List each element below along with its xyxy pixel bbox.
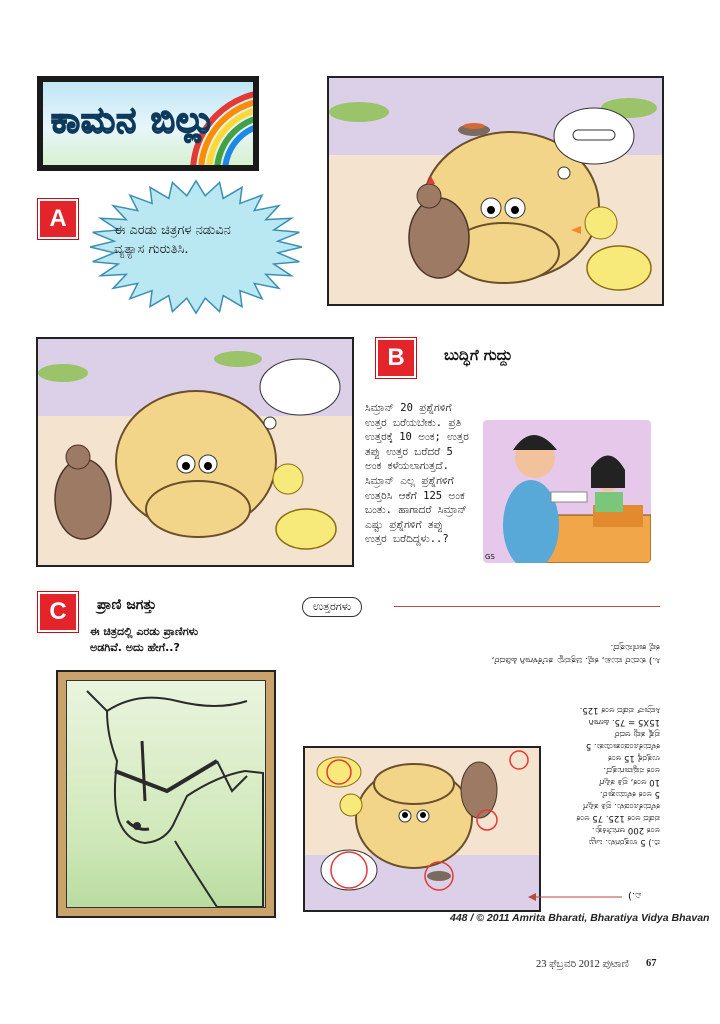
answer-line: ಪ್ರಶ್ನೆ ತಪ್ಪು ಆದರೆ xyxy=(614,729,660,739)
answer-line: ಕಪ್ಪೆ ಕಾಣಿಸುತ್ತದೆ. xyxy=(610,642,660,652)
answer-line: 5 ಅಂಕ ಕಳೆಯುತ್ತಾರೆ. xyxy=(599,789,660,799)
horse-drawing xyxy=(66,680,266,908)
copyright-credit: 448 / © 2011 Amrita Bharati, Bharatiya Vidya Bhavan xyxy=(450,912,710,924)
answer-line: 15X5 = 75. ಹೀಗಾಗಿ xyxy=(588,717,660,727)
answer-line: ಅಂಕ 200 ಆಗಬೇಕಿತ್ತು. xyxy=(591,825,660,835)
answers-rule xyxy=(394,606,660,607)
answer-line: ಸಿಮ್ರಾನ್ ಪಡೆದ ಅಂಕ 125. xyxy=(579,705,660,715)
cartoon-panel-modified xyxy=(36,337,354,567)
page-title: ಕಾಮನ ಬಿಲ್ಲು xyxy=(51,100,216,141)
puzzle-line: ಎಷ್ಟು ಪ್ರಶ್ನೆಗಳಿಗೆ ತಪ್ಪು xyxy=(365,518,443,531)
section-b-title: ಬುದ್ಧಿಗೆ ಗುದ್ದು xyxy=(444,346,513,364)
illustrator-mark: GS xyxy=(485,553,495,561)
puzzle-line: ಉತ್ತರ ಬರೆದಿದ್ದಳು..? xyxy=(365,533,449,546)
puzzle-line: ಸಿಮ್ರಾನ್ 20 ಪ್ರಶ್ನೆಗಳಿಗೆ xyxy=(365,402,452,414)
question-line: ಈ ಚಿತ್ರದಲ್ಲಿ ಎರಡು ಪ್ರಾಣಿಗಳು xyxy=(90,625,199,638)
puzzle-line: ಉತ್ತರಿಸಿ ಆಕೆಗೆ 125 ಅಂಕ xyxy=(365,489,465,502)
section-c-title: ಪ್ರಾಣಿ ಜಗತ್ತು xyxy=(97,597,157,613)
puzzle-line: ಸಿಮ್ರಾನ್ ಎಲ್ಲ ಪ್ರಶ್ನೆಗಳಿಗೆ xyxy=(365,474,454,487)
puzzle-line: ಉತ್ತರ ಬರೆಯಬೇಕು. ಪ್ರತಿ xyxy=(365,416,462,429)
puzzle-line: ಬಂತು. ಹಾಗಾದರೆ ಸಿಮ್ರಾನ್ xyxy=(365,504,467,517)
page-date: 23 ಫೆಬ್ರವರಿ 2012 ಪುಟಾಣಿ xyxy=(536,959,629,970)
answer-line: ಪಡೆದ ಅಂಕ 125. 75 ಅಂಕ xyxy=(576,813,660,823)
answer-line: ಸಿ.) ಕುದುರೆ ಮುಖ, ಕಪ್ಪೆ. ಚಿತ್ರವನ್ನು ತಲೆಕೆಳಗಾಗಿ ಹಿಡಿದರೆ, xyxy=(491,655,660,665)
puzzle-line: ಉತ್ತರಕ್ಕೆ 10 ಅಂಕ; ಉತ್ತರ xyxy=(365,431,469,444)
answers-label: ಉತ್ತರಗಳು xyxy=(302,597,362,617)
teacher-student-illustration xyxy=(483,420,651,563)
rainbow-banner xyxy=(43,82,253,165)
answer-a-panel xyxy=(303,746,541,912)
answer-line: ಉತ್ತರಕ್ಕೆ 15 ಅಂಕ xyxy=(608,753,660,763)
answer-line: ಬಿ.) 5 ಉತ್ತರಗಳು. ಒಟ್ಟು xyxy=(587,837,660,847)
page-number: 67 xyxy=(646,958,657,969)
puzzle-text xyxy=(365,401,495,547)
magazine-section-title-box xyxy=(37,76,259,171)
answer-c-text xyxy=(398,640,660,666)
section-b-badge: B xyxy=(376,338,416,378)
puzzle-line: ತಪ್ಪು ಉತ್ತರ ಬರೆದರೆ 5 xyxy=(365,445,453,458)
answer-line: ಕಳೆದುಕೊಂಡಂತಾಯಿತು. 5 xyxy=(585,741,660,751)
horse-illustration-frame xyxy=(56,670,276,918)
question-line: ಅಡಗಿವೆ. ಅದು ಹೇಗೆ..? xyxy=(90,641,180,654)
cartoon-panel-original xyxy=(327,76,664,306)
puzzle-line: ಅಂಕ ಕಳೆಯಲಾಗುತ್ತದೆ. xyxy=(365,460,449,473)
section-a-badge: A xyxy=(38,199,78,239)
section-a-instruction: ಈ ಎರಡು ಚಿತ್ರಗಳ ನಡುವಿನ ವ್ಯತ್ಯಾಸ ಗುರುತಿಸಿ. xyxy=(114,223,231,257)
answer-b-text xyxy=(542,704,660,848)
answer-line: ಕಳೆದುಕೊಂಡಳು. ಪ್ರತಿ ತಪ್ಪಿಗೆ xyxy=(582,801,660,811)
answer-line: ಅಂಕ ನಷ್ಟವಾಗುತ್ತದೆ. xyxy=(603,765,660,775)
section-c-badge: C xyxy=(38,592,78,632)
left-arrow-icon xyxy=(528,893,624,901)
answer-line: 10 ಅಂಕ, ಪ್ರತಿ ತಪ್ಪಿಗೆ xyxy=(599,777,660,787)
answer-a-label: ಎ.) xyxy=(628,890,642,901)
section-c-question xyxy=(90,624,198,656)
